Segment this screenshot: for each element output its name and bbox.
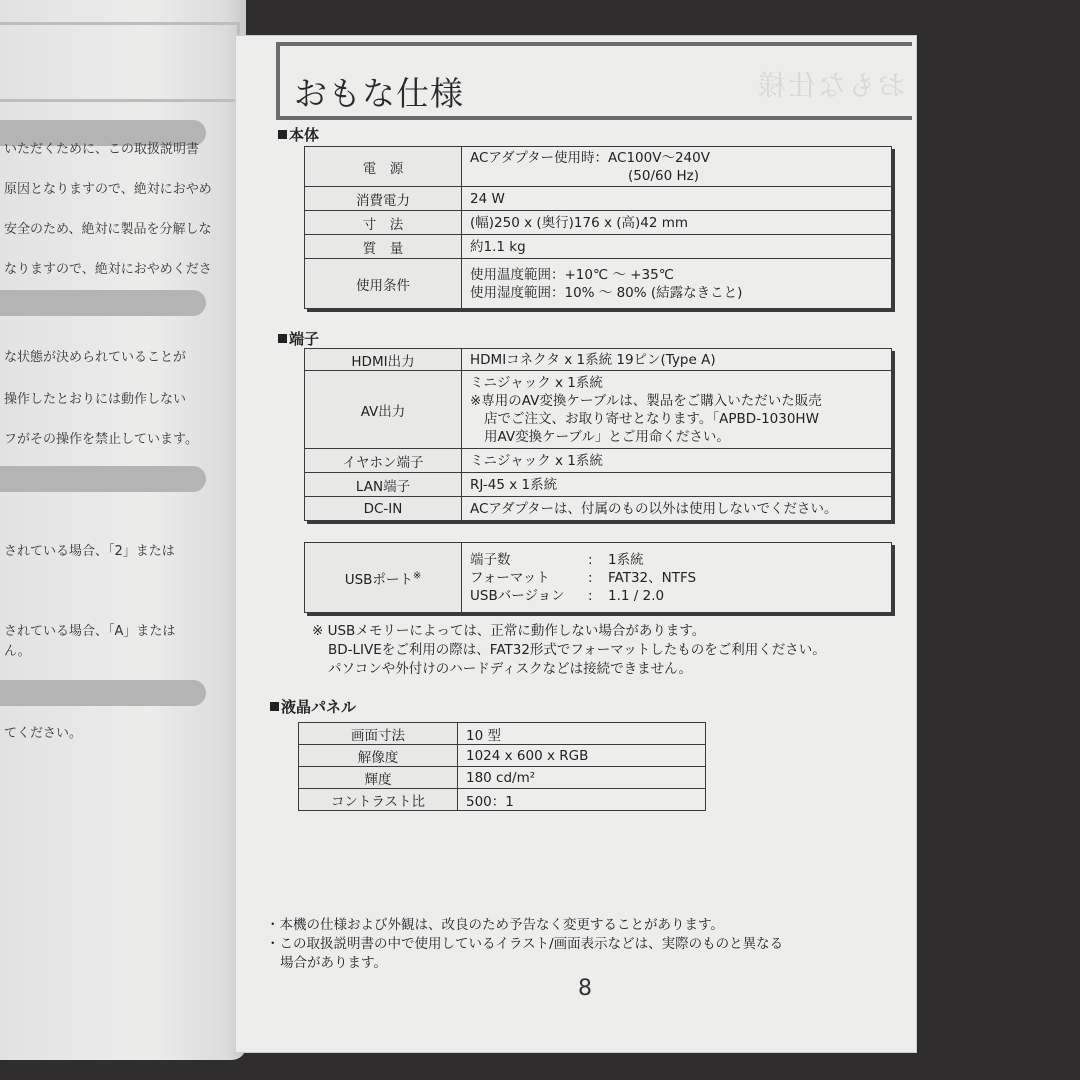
table-row: [299, 789, 706, 811]
square-bullet-icon: [278, 334, 287, 343]
note-line: ※ USBメモリーによっては、正常に動作しない場合があります。: [312, 623, 706, 639]
note-line: ・本機の仕様および外観は、改良のため予告なく変更することがあります。: [266, 917, 724, 933]
usb-item: フォーマット : FAT32、NTFS: [470, 569, 697, 586]
table-row: [305, 543, 892, 613]
usb-item: 端子数 : 1系統: [470, 551, 644, 568]
table-row: [305, 449, 892, 473]
page-header: [276, 42, 912, 116]
spec-value: 使用温度範囲：+10℃ 〜 +35℃ 使用湿度範囲：10% 〜 80% (結露なきこと): [462, 259, 892, 309]
spec-value: (幅)250 x (奥行)176 x (高)42 mm: [462, 211, 892, 235]
note-line: ・この取扱説明書の中で使用しているイラスト/画面表示などは、実際のものと異なる: [266, 936, 784, 952]
footer-notes: [266, 916, 783, 973]
note-line: 場合があります。: [280, 955, 387, 971]
left-page-section-bar: [0, 680, 206, 706]
spec-value: 約1.1 kg: [462, 235, 892, 259]
spec-label: コントラスト比: [299, 789, 458, 811]
spec-label: HDMI出力: [305, 349, 462, 371]
left-page-section-bar: [0, 466, 206, 492]
table-row: [305, 147, 892, 187]
usb-notes: [312, 622, 826, 679]
spec-value: ACアダプター使用時：AC100V〜240V (50/60 Hz): [462, 147, 892, 187]
note-line: BD-LIVEをご利用の際は、FAT32形式でフォーマットしたものをご利用ください。: [328, 642, 826, 658]
spec-label: 使用条件: [305, 259, 462, 309]
spec-value: ミニジャック x 1系統 ※専用のAV変換ケーブルは、製品をご購入いただいた販売 店でご注文、お取り寄せとなります。「APBD-1030HW 用AV変換ケーブル」とご用命ください。: [462, 371, 892, 449]
table-row: [305, 187, 892, 211]
spec-label: 輝度: [299, 767, 458, 789]
spec-value: 10 型: [458, 723, 706, 745]
usb-port-label: USBポート: [344, 571, 413, 588]
footnote-mark: ※: [412, 570, 422, 581]
table-row: [305, 349, 892, 371]
usb-spec-table: [304, 542, 892, 613]
main-body-spec-table: [304, 146, 892, 309]
left-page: [0, 0, 246, 1060]
left-page-line: 安全のため、絶対に製品を分解しな: [4, 222, 212, 237]
spec-label: 画面寸法: [299, 723, 458, 745]
page-title: おもな仕様: [294, 74, 464, 113]
page-number: 8: [578, 976, 592, 1001]
left-page-line: なりますので、絶対におやめくださ: [4, 262, 212, 277]
spec-value: ミニジャック x 1系統: [462, 449, 892, 473]
table-row: [299, 723, 706, 745]
spec-label: AV出力: [305, 371, 462, 449]
left-page-line: てください。: [4, 726, 83, 741]
spec-label: 寸 法: [305, 211, 462, 235]
spec-value: 24 W: [462, 187, 892, 211]
spec-label: LAN端子: [305, 473, 462, 497]
left-page-line: 原因となりますので、絶対におやめ: [4, 182, 212, 197]
left-page-line: な状態が決められていることが: [4, 350, 187, 365]
left-page-line: フがその操作を禁止しています。: [4, 432, 198, 447]
section-heading-terminals: 端子: [278, 328, 319, 349]
lcd-spec-table: [298, 722, 706, 811]
table-row: [305, 473, 892, 497]
left-page-title-box: [0, 22, 240, 102]
note-line: パソコンや外付けのハードディスクなどは接続できません。: [328, 661, 692, 677]
spec-label: DC-IN: [305, 497, 462, 521]
table-row: [305, 211, 892, 235]
square-bullet-icon: [270, 702, 279, 711]
table-row: [305, 259, 892, 309]
section-heading-main-body: 本体: [278, 124, 319, 145]
square-bullet-icon: [278, 130, 287, 139]
table-row: [299, 767, 706, 789]
spec-value: [462, 543, 892, 613]
spec-label: 消費電力: [305, 187, 462, 211]
usb-item: USBバージョン : 1.1 / 2.0: [470, 587, 665, 604]
spec-value: ACアダプターは、付属のもの以外は使用しないでください。: [462, 497, 892, 521]
left-page-section-bar: [0, 290, 206, 316]
left-page-line: ん。: [4, 644, 31, 659]
left-page-line: されている場合、「A」または: [4, 624, 176, 639]
section-heading-lcd: 液晶パネル: [270, 696, 356, 717]
table-row: [305, 497, 892, 521]
spec-value: 1024 x 600 x RGB: [458, 745, 706, 767]
table-row: [305, 371, 892, 449]
spec-value: 500：1: [458, 789, 706, 811]
spec-label: 電 源: [305, 147, 462, 187]
spec-value: HDMIコネクタ x 1系統 19ピン(Type A): [462, 349, 892, 371]
terminals-spec-table: [304, 348, 892, 521]
table-row: [305, 235, 892, 259]
bleed-through-text: おもな仕様: [755, 69, 906, 102]
table-row: [299, 745, 706, 767]
left-page-line: されている場合、「2」または: [4, 544, 175, 559]
spec-label: [305, 543, 462, 613]
spec-value: RJ-45 x 1系統: [462, 473, 892, 497]
spec-value: 180 cd/m²: [458, 767, 706, 789]
spec-label: イヤホン端子: [305, 449, 462, 473]
spec-label: 解像度: [299, 745, 458, 767]
spec-label: 質 量: [305, 235, 462, 259]
left-page-line: いただくために、この取扱説明書: [4, 142, 200, 157]
spec-page: [236, 36, 916, 1052]
left-page-line: 操作したとおりには動作しない: [4, 392, 187, 407]
